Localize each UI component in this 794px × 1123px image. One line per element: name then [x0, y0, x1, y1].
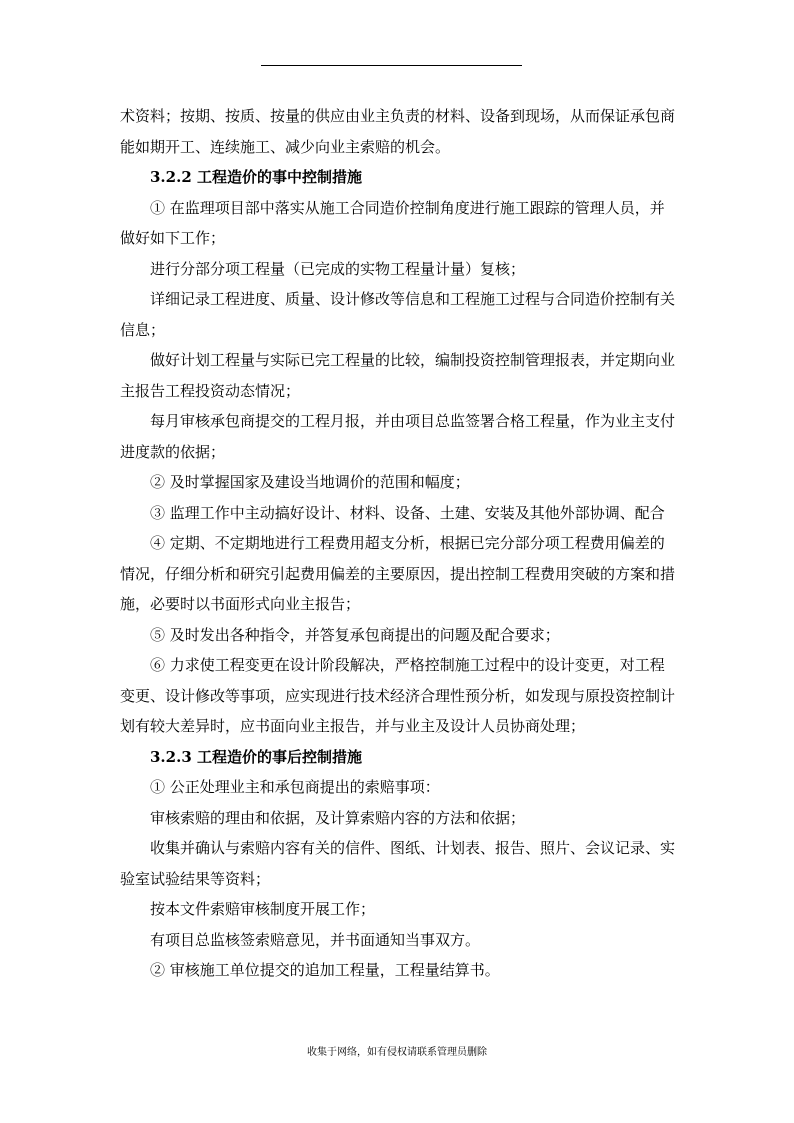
- header-rule: [261, 65, 522, 66]
- paragraph: 进行分部分项工程量（已完成的实物工程量计量）复核；: [150, 259, 526, 278]
- paragraph: 详细记录工程进度、质量、设计修改等信息和工程施工过程与合同造价控制有关信息；: [120, 290, 676, 339]
- paragraph: 做好计划工程量与实际已完工程量的比较，编制投资控制管理报表，并定期向业主报告工程投资动态情况；: [120, 351, 676, 400]
- document-body: [120, 101, 676, 986]
- paragraph: ⑤ 及时发出各种指令，并答复承包商提出的问题及配合要求；: [150, 625, 560, 644]
- paragraph: 收集并确认与索赔内容有关的信件、图纸、计划表、报告、照片、会议记录、实验室试验结果等资料；: [120, 839, 676, 888]
- section-heading: 3.2.3 工程造价的事后控制措施: [150, 747, 362, 766]
- paragraph: ④ 定期、不定期地进行工程费用超支分析，根据已完分部分项工程费用偏差的情况，仔细分析和研究引起费用偏差的主要原因，提出控制工程费用突破的方案和措施，必要时以书面形式向业主报告；: [120, 534, 676, 613]
- paragraph: 术资料；按期、按质、按量的供应由业主负责的材料、设备到现场，从而保证承包商能如期开工、连续施工、减少向业主索赔的机会。: [120, 107, 676, 156]
- paragraph: ② 审核施工单位提交的追加工程量，工程量结算书。: [150, 961, 500, 979]
- paragraph: 有项目总监核签索赔意见，并书面通知当事双方。: [150, 930, 481, 949]
- paragraph: ① 公正处理业主和承包商提出的索赔事项：: [150, 778, 440, 796]
- paragraph: 每月审核承包商提交的工程月报，并由项目总监签署合格工程量，作为业主支付进度款的依据；: [120, 412, 676, 461]
- paragraph: ② 及时掌握国家及建设当地调价的范围和幅度；: [150, 473, 470, 491]
- paragraph: 审核索赔的理由和依据，及计算索赔内容的方法和依据；: [150, 808, 526, 827]
- page-footer: 收集于网络，如有侵权请联系管理员删除: [307, 1047, 487, 1058]
- paragraph: ⑥ 力求使工程变更在设计阶段解决，严格控制施工过程中的设计变更，对工程变更、设计修改等事项，应实现进行技术经济合理性预分析，如发现与原投资控制计划有较大差异时，应书面向业主报告，并与业主及设计人员协商处理；: [120, 656, 676, 735]
- paragraph: 按本文件索赔审核制度开展工作；: [150, 900, 376, 918]
- paragraph: ① 在监理项目部中落实从施工合同造价控制角度进行施工跟踪的管理人员，并做好如下工作；: [120, 198, 665, 247]
- paragraph: ③ 监理工作中主动搞好设计、材料、设备、土建、安装及其他外部协调、配合: [150, 503, 665, 522]
- section-heading: 3.2.2 工程造价的事中控制措施: [150, 168, 362, 186]
